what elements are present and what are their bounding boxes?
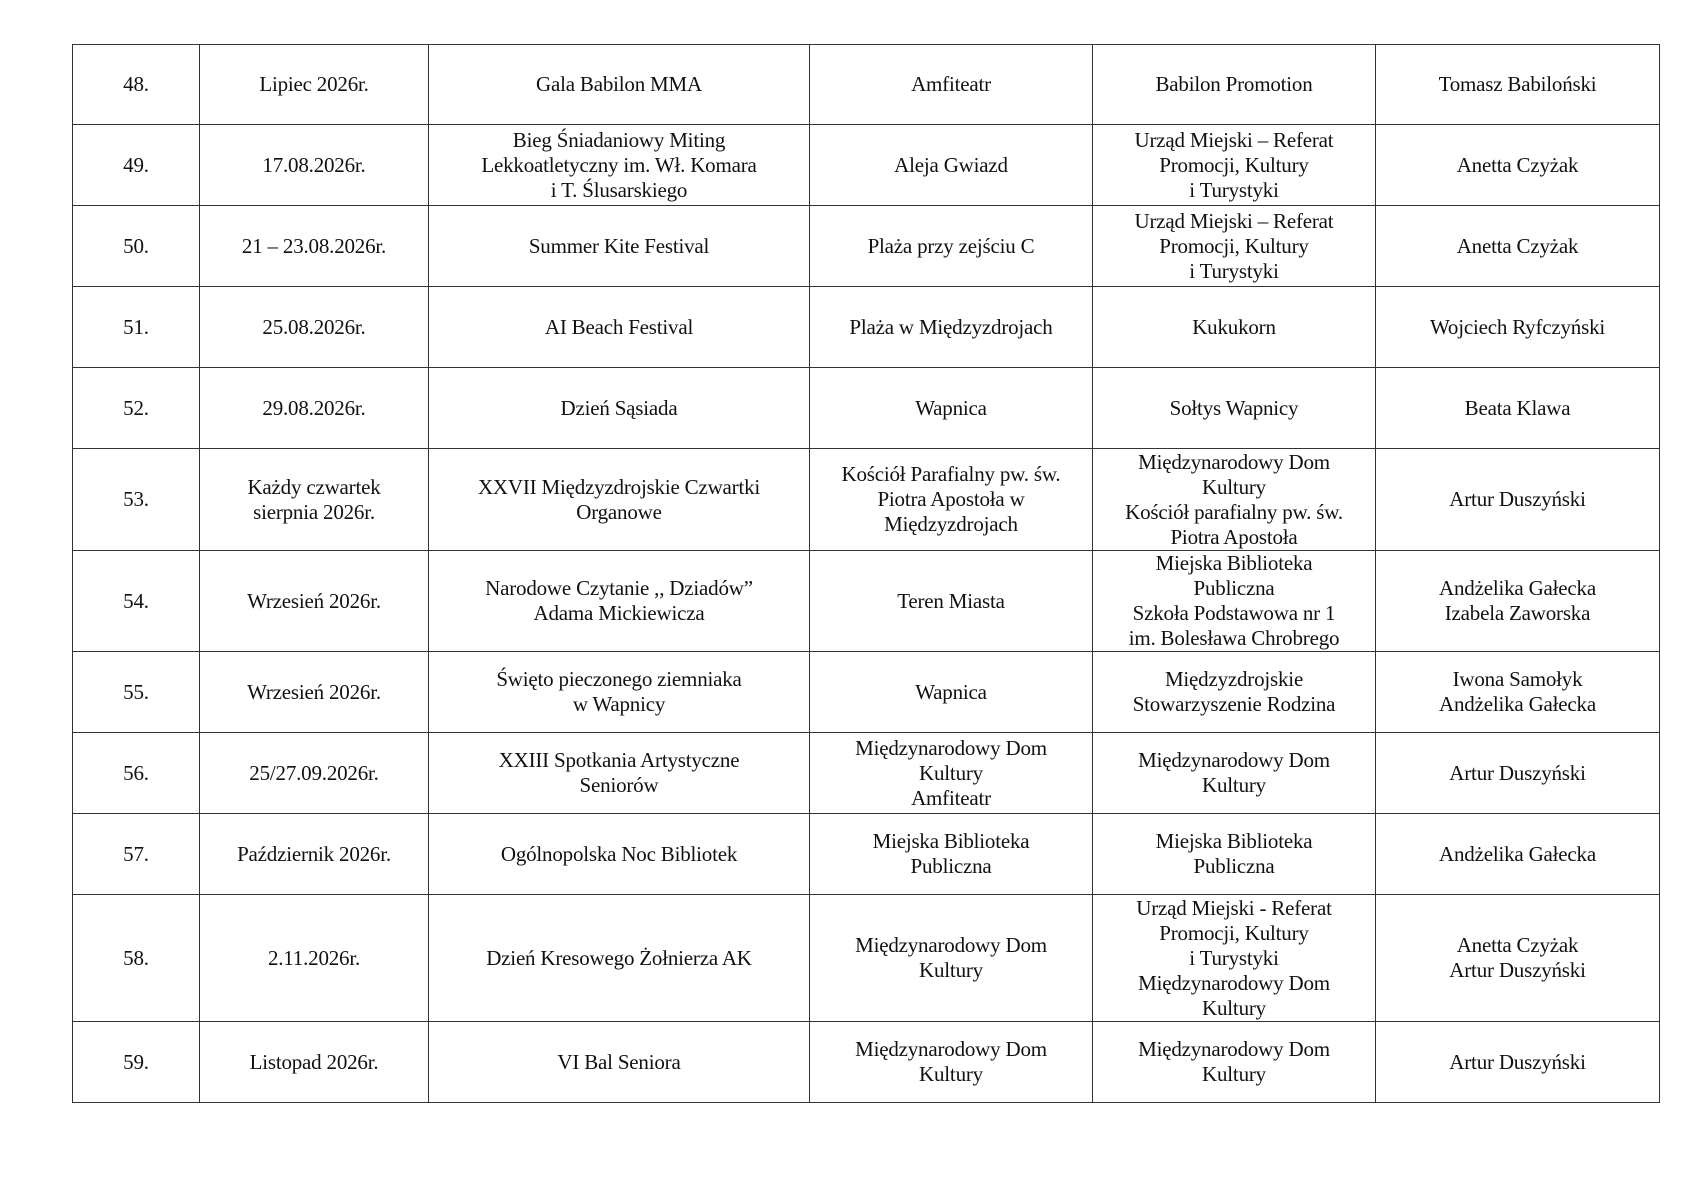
cell-no: 52.: [73, 368, 200, 449]
cell-event: Dzień Sąsiada: [429, 368, 810, 449]
cell-contact: Anetta Czyżak Artur Duszyński: [1376, 895, 1660, 1022]
cell-event: XXIII Spotkania Artystyczne Seniorów: [429, 733, 810, 814]
cell-place: Aleja Gwiazd: [810, 125, 1093, 206]
cell-no: 48.: [73, 45, 200, 125]
table-row: [73, 1022, 1660, 1103]
cell-contact: Wojciech Ryfczyński: [1376, 287, 1660, 368]
cell-contact: Artur Duszyński: [1376, 1022, 1660, 1103]
table-row: [73, 814, 1660, 895]
cell-no: 58.: [73, 895, 200, 1022]
cell-contact: Tomasz Babiloński: [1376, 45, 1660, 125]
cell-no: 57.: [73, 814, 200, 895]
cell-date: Wrzesień 2026r.: [200, 551, 429, 652]
cell-contact: Anetta Czyżak: [1376, 206, 1660, 287]
cell-date: 17.08.2026r.: [200, 125, 429, 206]
table-row: [73, 551, 1660, 652]
cell-place: Wapnica: [810, 652, 1093, 733]
cell-event: Święto pieczonego ziemniaka w Wapnicy: [429, 652, 810, 733]
cell-place: Międzynarodowy Dom Kultury Amfiteatr: [810, 733, 1093, 814]
cell-organizer: Miejska Biblioteka Publiczna: [1093, 814, 1376, 895]
cell-no: 54.: [73, 551, 200, 652]
cell-date: 25.08.2026r.: [200, 287, 429, 368]
cell-place: Międzynarodowy Dom Kultury: [810, 895, 1093, 1022]
cell-event: Narodowe Czytanie ,, Dziadów” Adama Mickiewicza: [429, 551, 810, 652]
cell-organizer: Sołtys Wapnicy: [1093, 368, 1376, 449]
cell-place: Teren Miasta: [810, 551, 1093, 652]
cell-date: 21 – 23.08.2026r.: [200, 206, 429, 287]
cell-organizer: Kukukorn: [1093, 287, 1376, 368]
table-row: [73, 45, 1660, 125]
cell-event: Ogólnopolska Noc Bibliotek: [429, 814, 810, 895]
cell-no: 51.: [73, 287, 200, 368]
cell-organizer: Babilon Promotion: [1093, 45, 1376, 125]
cell-place: Wapnica: [810, 368, 1093, 449]
cell-date: Lipiec 2026r.: [200, 45, 429, 125]
cell-contact: Artur Duszyński: [1376, 449, 1660, 551]
cell-date: 2.11.2026r.: [200, 895, 429, 1022]
table-row: [73, 287, 1660, 368]
cell-organizer: Międzynarodowy Dom Kultury: [1093, 1022, 1376, 1103]
table-row: [73, 733, 1660, 814]
events-table: [72, 44, 1660, 1103]
cell-no: 53.: [73, 449, 200, 551]
cell-event: Gala Babilon MMA: [429, 45, 810, 125]
cell-organizer: Urząd Miejski - Referat Promocji, Kultury i Turystyki Międzynarodowy Dom Kultury: [1093, 895, 1376, 1022]
cell-organizer: Międzynarodowy Dom Kultury: [1093, 733, 1376, 814]
cell-date: 29.08.2026r.: [200, 368, 429, 449]
cell-event: VI Bal Seniora: [429, 1022, 810, 1103]
cell-no: 56.: [73, 733, 200, 814]
cell-contact: Anetta Czyżak: [1376, 125, 1660, 206]
cell-event: XXVII Międzyzdrojskie Czwartki Organowe: [429, 449, 810, 551]
cell-no: 49.: [73, 125, 200, 206]
cell-date: Listopad 2026r.: [200, 1022, 429, 1103]
table-row: [73, 652, 1660, 733]
cell-event: AI Beach Festival: [429, 287, 810, 368]
cell-contact: Beata Klawa: [1376, 368, 1660, 449]
cell-organizer: Miejska Biblioteka Publiczna Szkoła Podstawowa nr 1 im. Bolesława Chrobrego: [1093, 551, 1376, 652]
cell-organizer: Międzynarodowy Dom Kultury Kościół parafialny pw. św. Piotra Apostoła: [1093, 449, 1376, 551]
cell-organizer: Urząd Miejski – Referat Promocji, Kultury i Turystyki: [1093, 125, 1376, 206]
cell-place: Plaża w Międzyzdrojach: [810, 287, 1093, 368]
table-row: [73, 368, 1660, 449]
cell-organizer: Urząd Miejski – Referat Promocji, Kultury i Turystyki: [1093, 206, 1376, 287]
table-row: [73, 125, 1660, 206]
cell-place: Amfiteatr: [810, 45, 1093, 125]
table-row: [73, 895, 1660, 1022]
cell-date: Październik 2026r.: [200, 814, 429, 895]
events-table-body: [73, 45, 1660, 1103]
table-row: [73, 449, 1660, 551]
cell-no: 55.: [73, 652, 200, 733]
cell-no: 50.: [73, 206, 200, 287]
cell-date: Wrzesień 2026r.: [200, 652, 429, 733]
cell-no: 59.: [73, 1022, 200, 1103]
cell-place: Międzynarodowy Dom Kultury: [810, 1022, 1093, 1103]
cell-contact: Andżelika Gałecka: [1376, 814, 1660, 895]
cell-organizer: Międzyzdrojskie Stowarzyszenie Rodzina: [1093, 652, 1376, 733]
table-row: [73, 206, 1660, 287]
cell-place: Kościół Parafialny pw. św. Piotra Apostoła w Międzyzdrojach: [810, 449, 1093, 551]
cell-date: 25/27.09.2026r.: [200, 733, 429, 814]
cell-contact: Artur Duszyński: [1376, 733, 1660, 814]
cell-place: Plaża przy zejściu C: [810, 206, 1093, 287]
cell-contact: Iwona Samołyk Andżelika Gałecka: [1376, 652, 1660, 733]
cell-date: Każdy czwartek sierpnia 2026r.: [200, 449, 429, 551]
cell-event: Dzień Kresowego Żołnierza AK: [429, 895, 810, 1022]
cell-contact: Andżelika Gałecka Izabela Zaworska: [1376, 551, 1660, 652]
cell-event: Bieg Śniadaniowy Miting Lekkoatletyczny im. Wł. Komara i T. Ślusarskiego: [429, 125, 810, 206]
cell-place: Miejska Biblioteka Publiczna: [810, 814, 1093, 895]
cell-event: Summer Kite Festival: [429, 206, 810, 287]
